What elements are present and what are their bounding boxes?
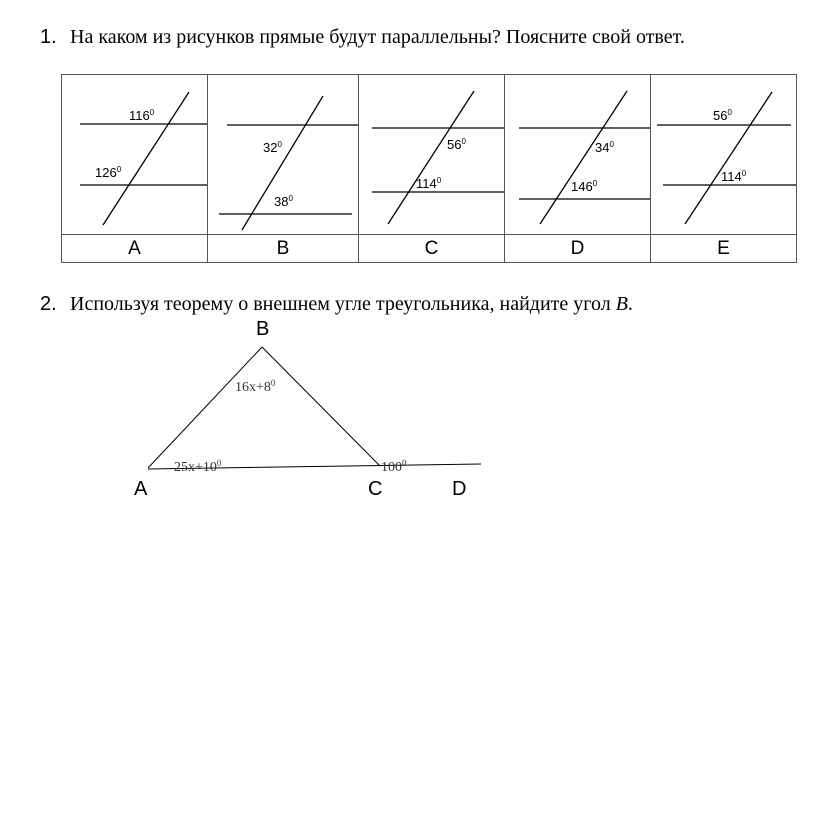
figure-e-label: E [651,235,797,263]
question-2-number: 2. [40,293,57,315]
figure-a-label: A [62,235,208,263]
figure-c-label: C [359,235,505,263]
question-1-text: На каком из рисунков прямые будут параллельны? Поясните свой ответ. [70,26,685,48]
figure-d-angle-top: $34^0$ [595,140,614,155]
angle-a-expression: $25x+10^0$ [174,458,222,475]
vertex-c-label: C [368,478,383,500]
figure-a-angle-bottom: $126^0$ [95,165,122,180]
question-2-angle-var: B [615,293,628,315]
question-2-text: Используя теорему о внешнем угле треугольника, найдите угол [70,293,616,315]
side-bc [262,347,380,466]
vertex-d-label: D [452,478,467,500]
figure-e-angle-bottom: $114^0$ [721,169,747,184]
figure-d-angle-bottom: $146^0$ [571,179,598,194]
vertex-a-label: A [134,478,148,500]
side-ab [148,347,262,468]
figure-b-angle-top: $32^0$ [263,140,282,155]
figure-e-angle-top: $56^0$ [713,108,732,123]
question-2-text-end: . [627,293,633,315]
exterior-angle-c: $100^0$ [381,458,407,475]
figure-c-angle-top: $56^0$ [447,137,466,152]
figure-a-angle-top: $116^0$ [129,108,155,123]
figure-d-label: D [505,235,651,263]
figure-b-angle-bottom: $38^0$ [274,194,293,209]
figure-c-angle-bottom: $114^0$ [416,176,442,191]
question-1-number: 1. [40,26,57,48]
vertex-b-label: B [256,318,270,340]
figure-b-label: B [208,235,359,263]
angle-b-expression: $16x+8^0$ [235,378,276,395]
